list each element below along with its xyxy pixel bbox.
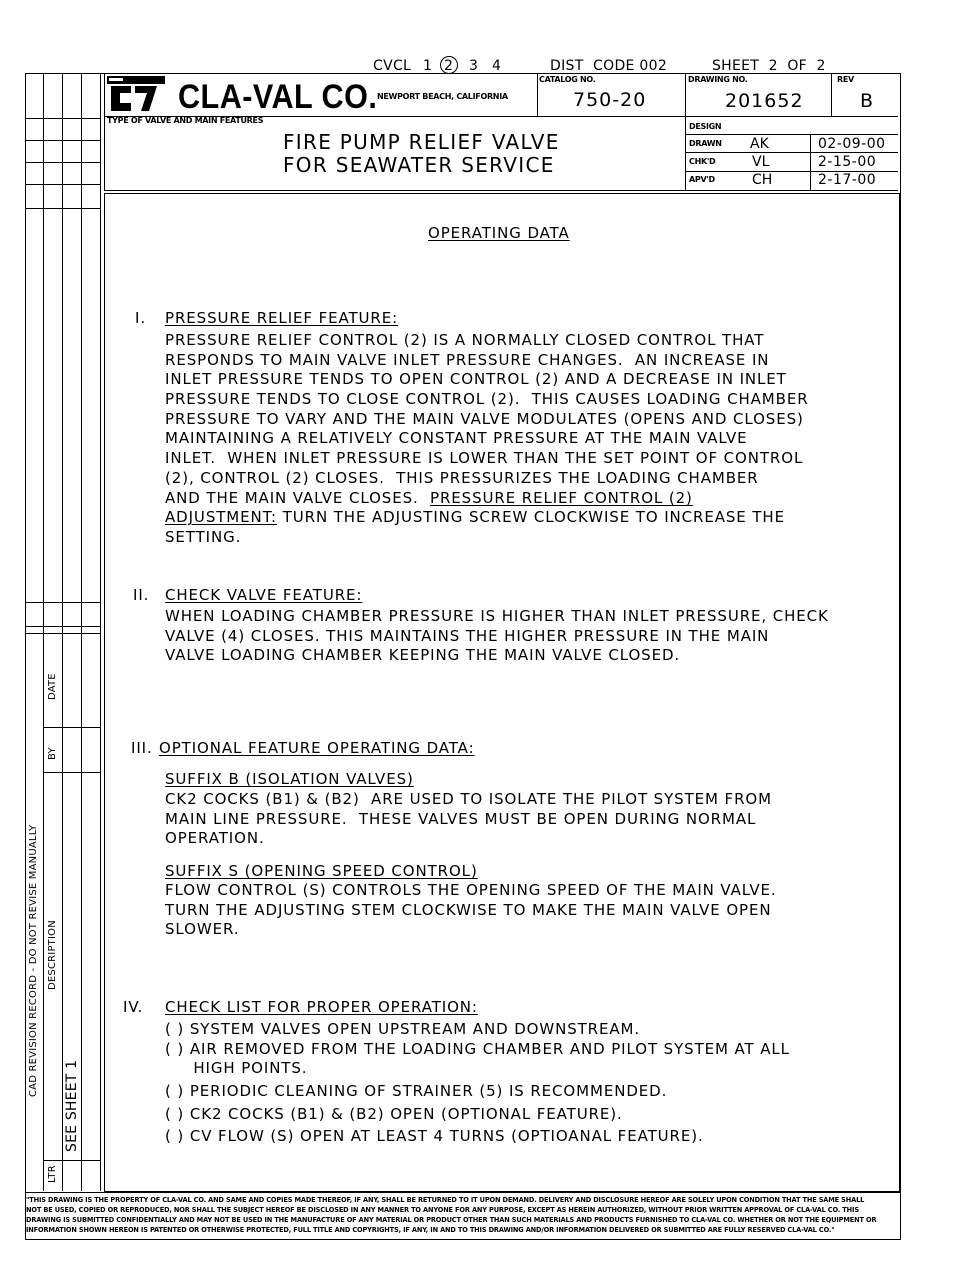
cvcl-option-4: 4 xyxy=(492,58,502,74)
drawn-by: AK xyxy=(750,136,769,152)
checked-date: 2-15-00 xyxy=(818,154,877,170)
body-line: FLOW CONTROL (S) CONTROLS THE OPENING SPEED OF THE MAIN VALVE. xyxy=(165,881,777,899)
body-line: OPERATION. xyxy=(165,829,265,848)
adjustment-heading: PRESSURE RELIEF CONTROL (2) xyxy=(430,488,693,507)
drawn-label: DRAWN xyxy=(689,139,722,148)
section-4-number: IV. xyxy=(123,998,144,1016)
approved-label: APV'D xyxy=(689,175,715,184)
suffix-b-title: SUFFIX B (ISOLATION VALVES) xyxy=(165,770,414,788)
section-4-title: CHECK LIST FOR PROPER OPERATION: xyxy=(165,998,478,1016)
sheet-number: SHEET 2 OF 2 xyxy=(712,58,826,74)
drawn-date: 02-09-00 xyxy=(818,136,886,152)
checked-label: CHK'D xyxy=(689,157,716,166)
checked-by: VL xyxy=(752,154,770,170)
company-name: CLA-VAL CO. xyxy=(178,78,378,116)
section-1-title: PRESSURE RELIEF FEATURE: xyxy=(165,309,399,327)
adjustment-heading: ADJUSTMENT: xyxy=(165,508,278,527)
legal-line: NOT BE USED, COPIED OR REPRODUCED, NOR SHALL THE SUBJECT HEREOF BE DISCLOSED IN ANY MANNER TO ANYONE FOR ANY PURPOSE, EXCEPT AS HEREIN AUTHORIZED, WITHOUT PRIOR WRITTEN APPROVAL OF CLA-VAL CO. THIS xyxy=(26,1206,859,1214)
operating-data-heading: OPERATING DATA xyxy=(428,224,570,242)
cla-val-logo-icon xyxy=(107,76,165,112)
section-3-number: III. xyxy=(131,739,153,757)
catalog-number: 750-20 xyxy=(573,89,647,111)
see-sheet-note: SEE SHEET 1 xyxy=(64,1059,80,1152)
body-line: PRESSURE TENDS TO CLOSE CONTROL (2). THIS CAUSES LOADING CHAMBER xyxy=(165,390,809,409)
section-2-body xyxy=(165,607,829,666)
legal-line: "THIS DRAWING IS THE PROPERTY OF CLA-VAL CO. AND SAME AND COPIES MADE THEREOF, IF ANY, SHALL BE RETURNED TO IT UPON DEMAND. DELIVERY AND DISCLOSURE HEREOF ARE SOLELY UPON CONDITION THAT THE SAME SHALL xyxy=(26,1196,865,1204)
company-location: NEWPORT BEACH, CALIFORNIA xyxy=(377,92,508,101)
design-label: DESIGN xyxy=(689,122,722,131)
cvcl-label: CVCL xyxy=(373,58,412,74)
body-line: PRESSURE TO VARY AND THE MAIN VALVE MODULATES (OPENS AND CLOSES) xyxy=(165,409,804,428)
date-column-label: DATE xyxy=(47,673,58,700)
section-2-title: CHECK VALVE FEATURE: xyxy=(165,586,363,604)
body-line: TURN THE ADJUSTING STEM CLOCKWISE TO MAKE THE MAIN VALVE OPEN xyxy=(165,900,772,919)
section-1-body xyxy=(165,331,809,548)
ltr-column-label: LTR xyxy=(47,1165,58,1183)
legal-line: INFORMATION SHOWN HEREON IS PATENTED OR OTHERWISE PROTECTED, FULL TITLE AND COPYRIGHTS, IF ANY, IN AND TO THIS DRAWING AND/OR INFORMATION DELIVERED OR SUBMITTED ARE FULLY RESERVED CLA-VAL CO." xyxy=(26,1226,835,1234)
checklist-item: ( ) PERIODIC CLEANING OF STRAINER (5) IS RECOMMENDED. xyxy=(165,1082,668,1101)
legal-line: DRAWING IS SUBMITTED CONFIDENTIALLY AND MAY NOT BE USED IN THE MANUFACTURE OF ANY MATERIAL OR PRODUCT OTHER THAN SUCH MATERIALS AND PRODUCTS FURNISHED TO CLA-VAL CO. WHETHER OR NOT THE EQUIPMENT OR xyxy=(26,1216,877,1224)
suffix-s-title: SUFFIX S (OPENING SPEED CONTROL) xyxy=(165,862,478,880)
body-line: MAIN LINE PRESSURE. THESE VALVES MUST BE OPEN DURING NORMAL xyxy=(165,809,757,828)
revision-record-label: CAD REVISION RECORD - DO NOT REVISE MANUALLY xyxy=(28,824,39,1097)
valve-type-label: TYPE OF VALVE AND MAIN FEATURES xyxy=(107,116,264,125)
body-line: VALVE (4) CLOSES. THIS MAINTAINS THE HIGHER PRESSURE IN THE MAIN xyxy=(165,626,770,645)
approved-date: 2-17-00 xyxy=(818,172,877,188)
suffix-s-body xyxy=(165,881,777,940)
section-3-title: OPTIONAL FEATURE OPERATING DATA: xyxy=(159,739,475,757)
section-2-number: II. xyxy=(133,586,150,604)
section-1-number: I. xyxy=(135,309,146,327)
checklist-item: ( ) CK2 COCKS (B1) & (B2) OPEN (OPTIONAL FEATURE). xyxy=(165,1104,623,1123)
body-text: AND THE MAIN VALVE CLOSES. xyxy=(165,488,431,507)
valve-title-line-2: FOR SEAWATER SERVICE xyxy=(283,153,555,177)
proprietary-notice xyxy=(26,1195,898,1235)
suffix-b-body xyxy=(165,790,772,849)
checklist xyxy=(165,1020,790,1147)
body-line: PRESSURE RELIEF CONTROL (2) IS A NORMALLY CLOSED CONTROL THAT xyxy=(165,331,765,349)
drawing-number-label: DRAWING NO. xyxy=(688,75,748,84)
body-line: INLET. WHEN INLET PRESSURE IS LOWER THAN THE SET POINT OF CONTROL xyxy=(165,449,804,468)
cvcl-option-1: 1 xyxy=(423,58,433,74)
body-text: TURN THE ADJUSTING SCREW CLOCKWISE TO INCREASE THE xyxy=(277,508,785,527)
drawing-number: 201652 xyxy=(725,90,804,112)
body-line: WHEN LOADING CHAMBER PRESSURE IS HIGHER THAN INLET PRESSURE, CHECK xyxy=(165,607,829,625)
body-line: MAINTAINING A RELATIVELY CONSTANT PRESSURE AT THE MAIN VALVE xyxy=(165,429,748,448)
checklist-item: HIGH POINTS. xyxy=(165,1059,308,1078)
body-line: SLOWER. xyxy=(165,920,240,939)
checklist-item: ( ) CV FLOW (S) OPEN AT LEAST 4 TURNS (OPTIOANAL FEATURE). xyxy=(165,1127,704,1146)
body-line: INLET PRESSURE TENDS TO OPEN CONTROL (2) AND A DECREASE IN INLET xyxy=(165,370,787,389)
body-line: (2), CONTROL (2) CLOSES. THIS PRESSURIZES THE LOADING CHAMBER xyxy=(165,468,759,487)
body-line xyxy=(165,489,809,509)
body-line xyxy=(165,508,809,528)
body-line: SETTING. xyxy=(165,527,242,546)
body-line: CK2 COCKS (B1) & (B2) ARE USED TO ISOLATE THE PILOT SYSTEM FROM xyxy=(165,790,772,808)
rev-label: REV xyxy=(837,75,854,84)
cvcl-option-3: 3 xyxy=(469,58,479,74)
body-line: VALVE LOADING CHAMBER KEEPING THE MAIN VALVE CLOSED. xyxy=(165,646,681,665)
dist-code: DIST CODE 002 xyxy=(550,58,668,74)
by-column-label: BY xyxy=(47,747,58,760)
description-column-label: DESCRIPTION xyxy=(47,920,58,990)
valve-title-line-1: FIRE PUMP RELIEF VALVE xyxy=(283,130,560,154)
approved-by: CH xyxy=(752,172,773,188)
cvcl-option-2: 2 xyxy=(444,58,454,74)
checklist-item: ( ) SYSTEM VALVES OPEN UPSTREAM AND DOWNSTREAM. xyxy=(165,1020,641,1038)
revision-letter: B xyxy=(860,90,874,112)
body-line: RESPONDS TO MAIN VALVE INLET PRESSURE CHANGES. AN INCREASE IN xyxy=(165,350,770,369)
catalog-label: CATALOG NO. xyxy=(539,75,596,84)
checklist-item: ( ) AIR REMOVED FROM THE LOADING CHAMBER AND PILOT SYSTEM AT ALL xyxy=(165,1039,790,1058)
